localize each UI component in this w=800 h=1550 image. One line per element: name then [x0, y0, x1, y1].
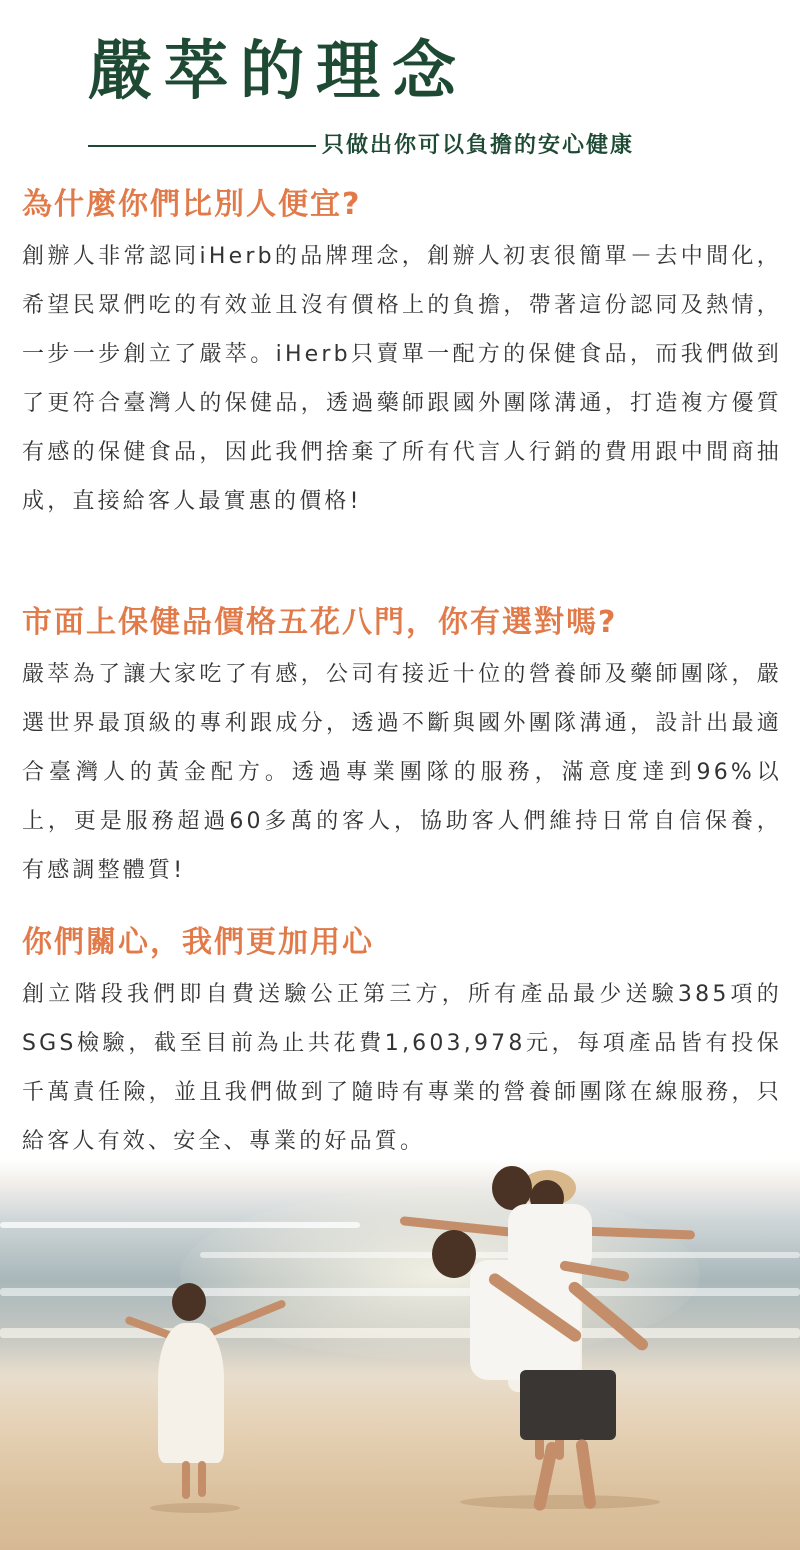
section-body: 嚴萃為了讓大家吃了有感，公司有接近十位的營養師及藥師團隊，嚴選世界最頂級的專利跟成分，透過不斷與國外團隊溝通，設計出最適合臺灣人的黃金配方。透過專業團隊的服務，滿意度達到96%以上，更是服務超過60多萬的客人，協助客人們維持日常自信保養，有感調整體質!: [22, 662, 782, 883]
section-market-prices: [22, 600, 782, 895]
page-title: 嚴萃的理念: [88, 34, 468, 109]
page-subtitle: 只做出你可以負擔的安心健康: [322, 132, 635, 158]
wave: [0, 1222, 360, 1228]
father-with-child-figure: [420, 1160, 680, 1550]
family-beach-photo: [0, 1160, 800, 1550]
section-heading: 你們關心，我們更加用心: [22, 925, 374, 960]
girl-figure: [120, 1275, 320, 1515]
page-header: [0, 0, 800, 170]
section-we-care: [22, 920, 782, 1166]
section-why-cheaper: [22, 182, 782, 526]
subtitle-divider-line: [88, 145, 316, 147]
section-body: 創立階段我們即自費送驗公正第三方，所有產品最少送驗385項的SGS檢驗，截至目前為止共花費1,603,978元，每項產品皆有投保千萬責任險，並且我們做到了隨時有專業的營養師團隊在線服務，只給客人有效、安全、專業的好品質。: [22, 982, 782, 1154]
section-heading: 市面上保健品價格五花八門，你有選對嗎?: [22, 605, 618, 640]
section-body: 創辦人非常認同iHerb的品牌理念，創辦人初衷很簡單－去中間化，希望民眾們吃的有效並且沒有價格上的負擔，帶著這份認同及熱情，一步一步創立了嚴萃。iHerb只賣單一配方的保健食品，而我們做到了更符合臺灣人的保健品，透過藥師跟國外團隊溝通，打造複方優質有感的保健食品，因此我們捨棄了所有代言人行銷的費用跟中間商抽成，直接給客人最實惠的價格!: [22, 244, 782, 514]
section-heading: 為什麼你們比別人便宜?: [22, 187, 362, 222]
